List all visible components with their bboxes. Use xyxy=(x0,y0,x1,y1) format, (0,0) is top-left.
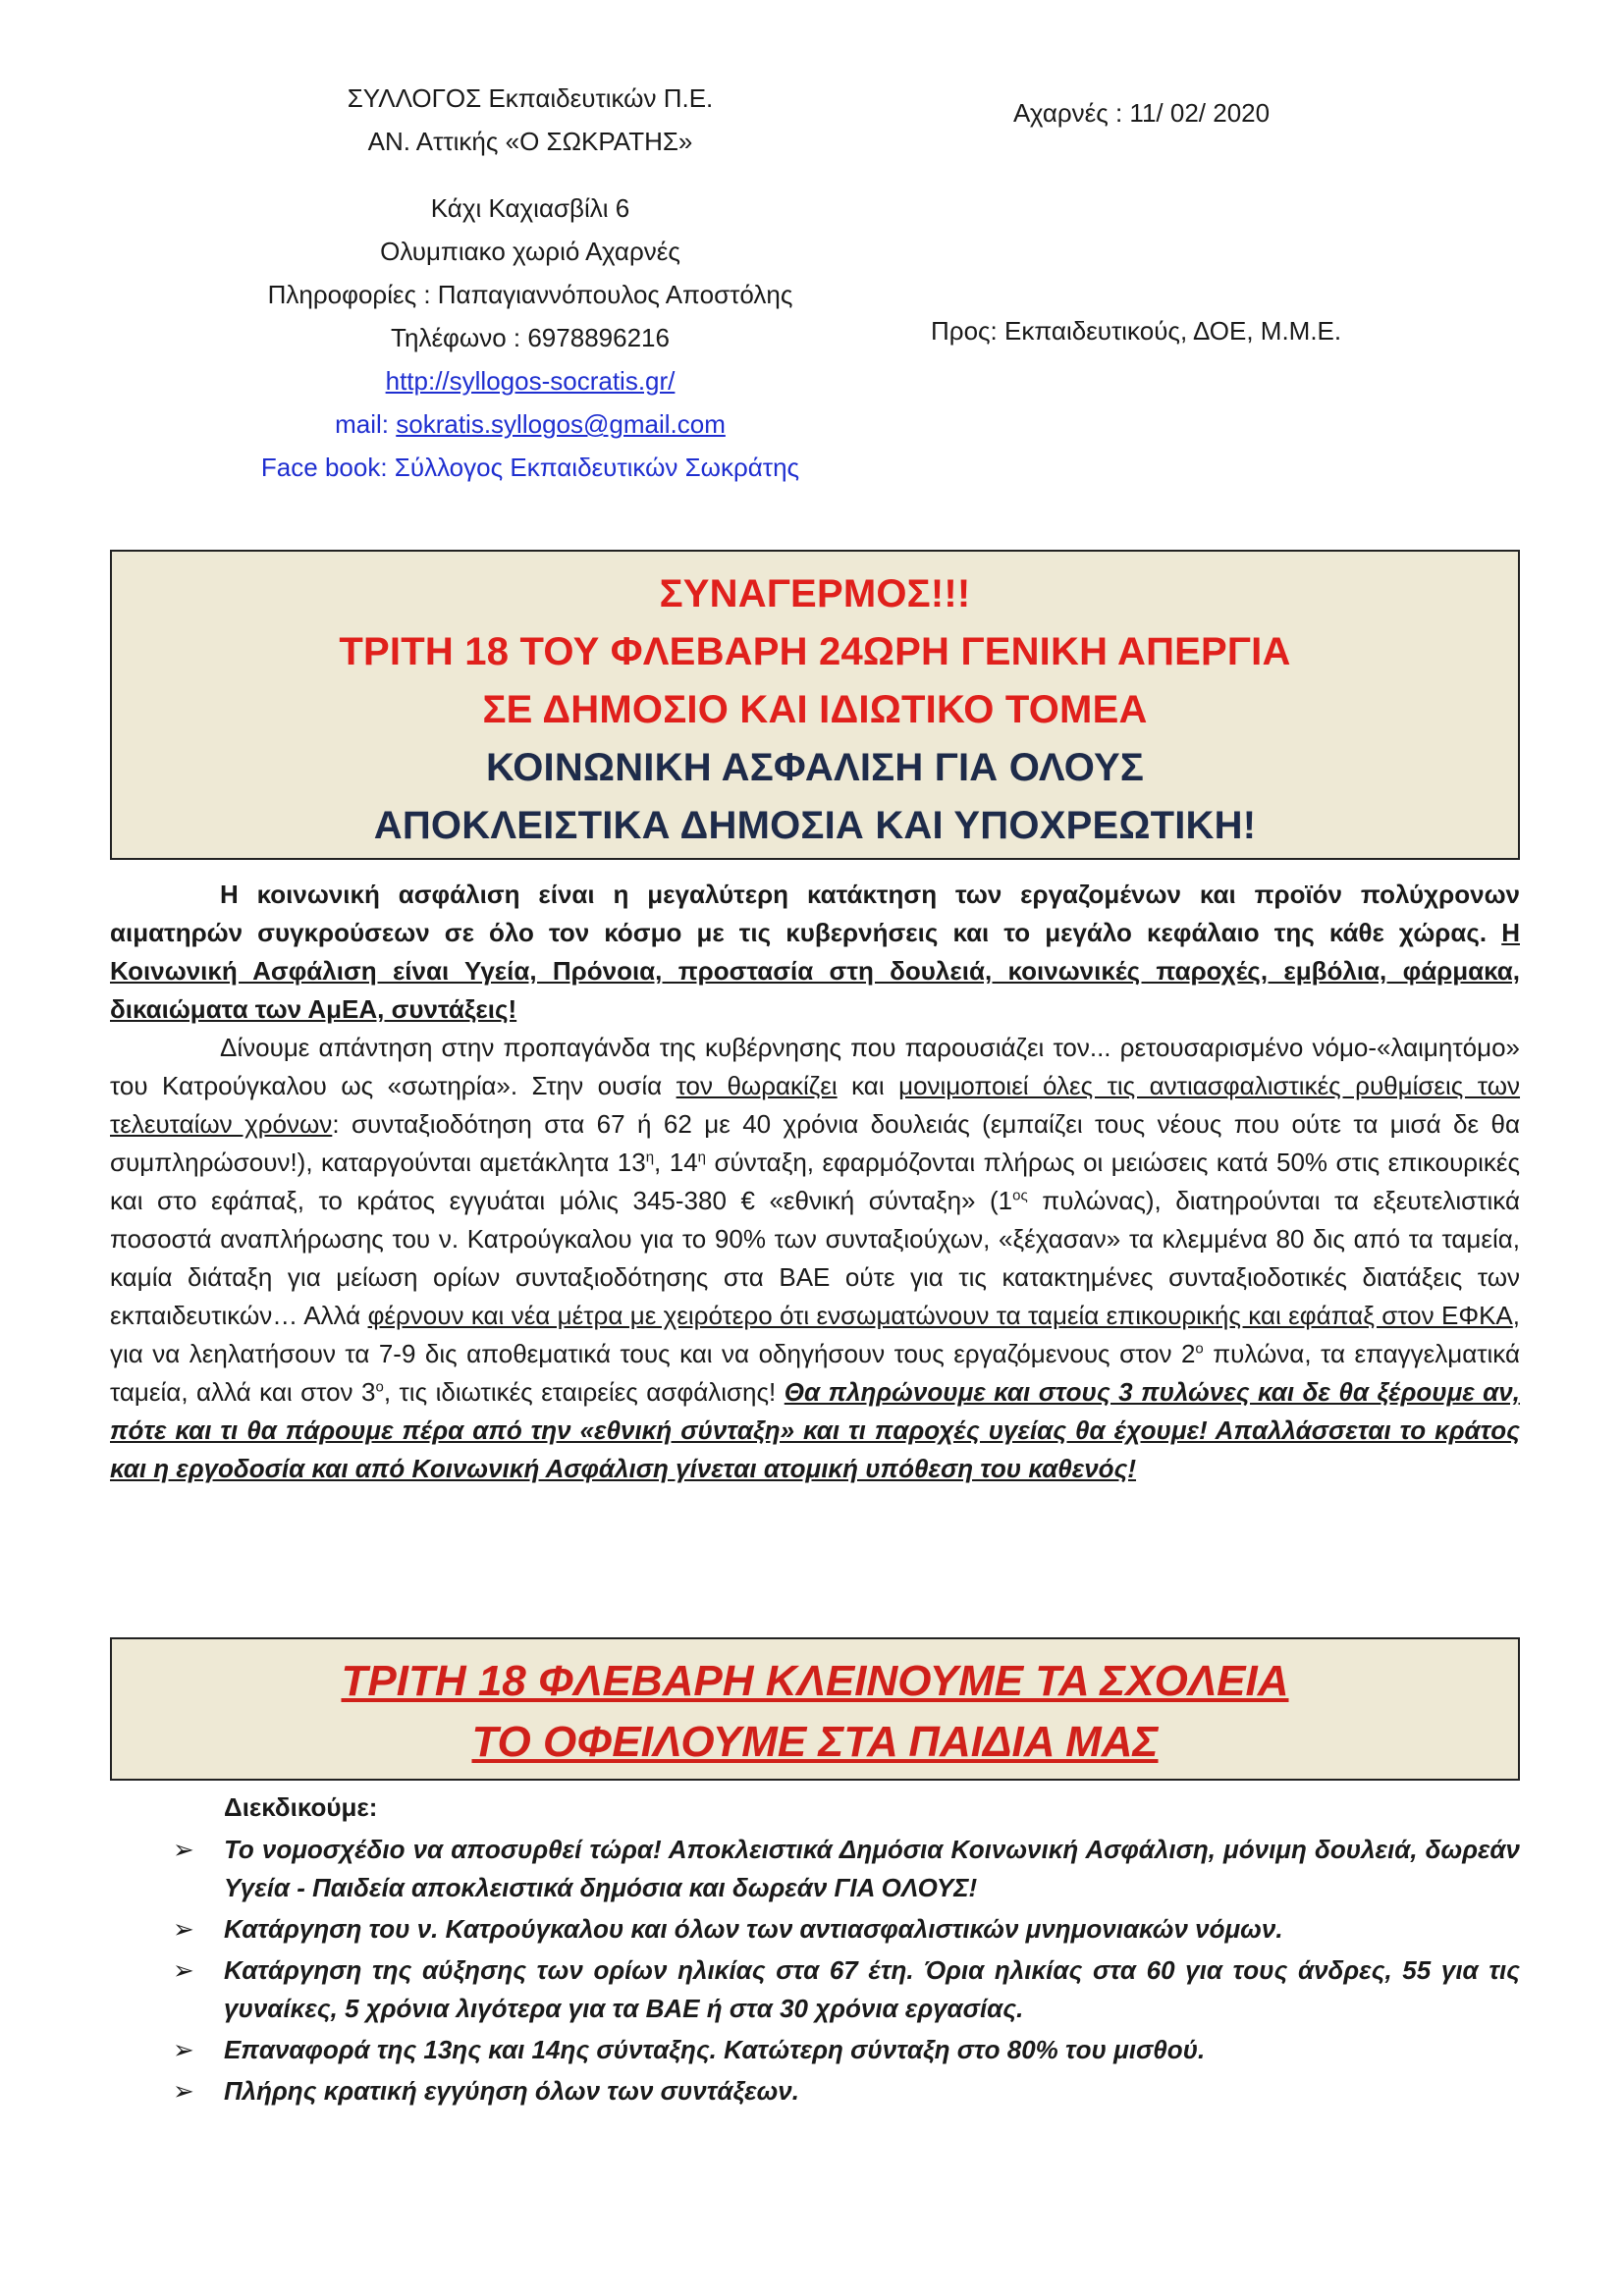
list-item: ➢ Κατάργηση της αύξησης των ορίων ηλικίας στα 67 έτη. Όρια ηλικίας στα 60 για τους άνδρες, 55 για τις γυναίκες, 5 χρόνια λιγότερα για τα ΒΑΕ ή στα 30 χρόνια εργασίας. xyxy=(173,1951,1520,2028)
banner-line-alarm: ΣΥΝΑΓΕΡΜΟΣ!!! xyxy=(659,572,971,615)
list-item: ➢ Κατάργηση του ν. Κατρούγκαλου και όλων των αντιασφαλιστικών μνημονιακών νόμων. xyxy=(173,1910,1520,1949)
contact-info: Πληροφορίες : Παπαγιαννόπουλος Αποστόλης xyxy=(267,280,793,309)
facebook-line: Face book: Σύλλογος Εκπαιδευτικών Σωκράτης xyxy=(260,453,800,482)
org-name-line1: ΣΥΛΛΟΓΟΣ Εκπαιδευτικών Π.Ε. xyxy=(347,83,714,113)
body-text xyxy=(110,876,1520,1488)
website-link[interactable]: http://syllogos-socratis.gr/ xyxy=(385,366,676,396)
address-line1: Κάχι Καχιασβίλι 6 xyxy=(430,193,630,223)
paragraph-main: Δίνουμε απάντηση στην προπαγάνδα της κυβέρνησης που παρουσιάζει τον... ρετουσαρισμένο νόμο-«λαιμητόμο» του Κατρούγκαλου ως «σωτηρία». Στην ουσία τον θωρακίζει και μονιμοποιεί όλες τις αντιασφαλιστικές ρυθμίσεις των τελευταίων χρόνων: συνταξιοδότηση στα 67 ή 62 με 40 χρόνια δουλειάς (εμπαίζει τους νέους που ούτε τα μισά δε θα συμπληρώσουν!), καταργούνται αμετάκλητα $13^\eta$, $14^\eta$ σύνταξη, εφαρμόζονται πλήρως οι μειώσεις κατά 50% στις επικουρικές και στο εφάπαξ, το κράτος εγγυάται μόλις 345-380 € «εθνική σύνταξη» ($1^{o\varsigma}$ πυλώνας), διατηρούνται τα εξευτελιστικά ποσοστά αναπλήρωσης του ν. Κατρούγκαλου για το 90% των συνταξιούχων, «ξέχασαν» τα κλεμμένα 80 δις από τα ταμεία, καμία διάταξη για μείωση ορίων συνταξιοδότησης στα ΒΑΕ ούτε για τις κατακτημένες συνταξιοδοτικές διατάξεις των εκπαιδευτικών… Αλλά φέρνουν και νέα μέτρα με χειρότερο ότι ενσωματώνουν τα ταμεία επικουρικής και εφάπαξ στον ΕΦΚΑ, για να λεηλατήσουν τα 7-9 δις αποθεματικά τους και να οδηγήσουν τους εργαζόμενους στον $2^o$ πυλώνα, τα επαγγελματικά ταμεία, αλλά και στον $3^o$, τις ιδιωτικές εταιρείες ασφάλισης! Θα πληρώνουμε και στους 3 πυλώνες και δε θα ξέρουμε αν, πότε και τι θα πάρουμε πέρα από την «εθνική σύνταξη» και τι παροχές υγείας θα έχουμε! Απαλλάσσεται το κράτος και η εργοδοσία και από Κοινωνική Ασφάλιση γίνεται ατομική υπόθεση του καθενός! xyxy=(110,1033,1521,1483)
banner2-line2: ΤΟ ΟΦΕΙΛΟΥΜΕ ΣΤΑ ΠΑΙΔΙΑ ΜΑΣ xyxy=(471,1718,1159,1766)
arrow-bullet-icon: ➢ xyxy=(173,1914,194,1944)
arrow-bullet-icon: ➢ xyxy=(173,1955,194,1985)
banner-line-sectors: ΣΕ ΔΗΜΟΣΙΟ ΚΑΙ ΙΔΙΩΤΙΚΟ ΤΟΜΕΑ xyxy=(482,688,1148,731)
arrow-bullet-icon: ➢ xyxy=(173,1835,194,1864)
demands-list xyxy=(173,1831,1520,2110)
banner-line-insurance: ΚΟΙΝΩΝΙΚΗ ΑΣΦΑΛΙΣΗ ΓΙΑ ΟΛΟΥΣ xyxy=(485,746,1145,789)
arrow-bullet-icon: ➢ xyxy=(173,2035,194,2064)
banner-line-strike: ΤΡΙΤΗ 18 ΤΟΥ ΦΛΕΒΑΡΗ 24ΩΡΗ ΓΕΝΙΚΗ ΑΠΕΡΓΙΑ xyxy=(339,630,1291,673)
strike-announcement-banner xyxy=(110,550,1520,860)
demands-section xyxy=(173,1789,1520,2113)
org-name-line2: ΑΝ. Αττικής «Ο ΣΩΚΡΑΤΗΣ» xyxy=(367,127,693,156)
banner2-line1: ΤΡΙΤΗ 18 ΦΛΕΒΑΡΗ ΚΛΕΙΝΟΥΜΕ ΤΑ ΣΧΟΛΕΙΑ xyxy=(341,1657,1289,1705)
list-item: ➢ Το νομοσχέδιο να αποσυρθεί τώρα! Αποκλειστικά Δημόσια Κοινωνική Ασφάλιση, μόνιμη δουλειά, δωρεάν Υγεία - Παιδεία αποκλειστικά δημόσια και δωρεάν ΓΙΑ ΟΛΟΥΣ! xyxy=(173,1831,1520,1907)
email-link[interactable]: sokratis.syllogos@gmail.com xyxy=(396,409,726,439)
arrow-bullet-icon: ➢ xyxy=(173,2076,194,2106)
list-item: ➢ Επαναφορά της 13ης και 14ης σύνταξης. Κατώτερη σύνταξη στο 80% του μισθού. xyxy=(173,2031,1520,2069)
recipients: Προς: Εκπαιδευτικούς, ΔΟΕ, Μ.Μ.Ε. xyxy=(931,316,1342,346)
phone: Τηλέφωνο : 6978896216 xyxy=(391,323,670,352)
document-date: Αχαρνές : 11/ 02/ 2020 xyxy=(1013,98,1271,128)
list-item: ➢ Πλήρης κρατική εγγύηση όλων των συντάξεων. xyxy=(173,2072,1520,2110)
banner-line-public: ΑΠΟΚΛΕΙΣΤΙΚΑ ΔΗΜΟΣΙΑ ΚΑΙ ΥΠΟΧΡΕΩΤΙΚΗ! xyxy=(373,804,1257,847)
mail-label: mail: xyxy=(335,409,397,439)
address-line2: Ολυμπιακο χωριό Αχαρνές xyxy=(380,237,680,266)
school-closure-banner xyxy=(110,1637,1520,1781)
sender-block xyxy=(177,77,884,489)
demands-title: Διεκδικούμε: xyxy=(224,1792,378,1822)
paragraph-intro: Η κοινωνική ασφάλιση είναι η μεγαλύτερη κατάκτηση των εργαζομένων και προϊόν πολύχρονων αιματηρών συγκρούσεων σε όλο τον κόσμο με τις κυβερνήσεις και το μεγάλο κεφάλαιο της κάθε χώρας. Η Κοινωνική Ασφάλιση είναι Υγεία, Πρόνοια, προστασία στη δουλειά, κοινωνικές παροχές, εμβόλια, φάρμακα, δικαιώματα των ΑμΕΑ, συντάξεις! xyxy=(110,880,1520,1024)
